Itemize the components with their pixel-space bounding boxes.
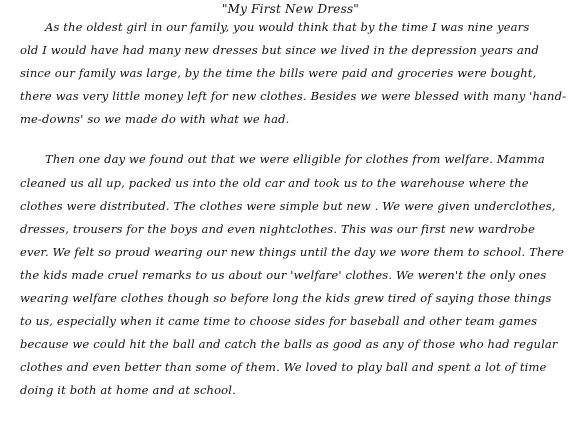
paragraph-2-line-3: clothes were distributed. The clothes were simple but new . We were given underclothes, [20,199,556,213]
paragraph-1-line-1: As the oldest girl in our family, you would think that by the time I was nine years [45,20,530,34]
paragraph-1-line-2: old I would have had many new dresses but since we lived in the depression years and [20,43,539,57]
paragraph-2-line-2: cleaned us all up, packed us into the old car and took us to the warehouse where the [20,176,529,190]
paragraph-1-line-3: since our family was large, by the time the bills were paid and groceries were bought, [20,66,537,80]
paragraph-2-line-11: doing it both at home and at school. [20,383,236,397]
paragraph-2-line-10: clothes and even better than some of them. We loved to play ball and spent a lot of time [20,360,547,374]
paragraph-2-line-4: dresses, trousers for the boys and even nightclothes. This was our first new wardrobe [20,222,536,236]
paragraph-2-line-9: because we could hit the ball and catch the balls as good as any of those who had regular [20,337,558,351]
document-title: "My First New Dress" [221,2,360,16]
paragraph-2-line-7: wearing welfare clothes though so before long the kids grew tired of saying those things [20,291,552,305]
paragraph-1-line-5: me-downs' so we made do with what we had. [20,112,290,126]
paragraph-1-line-4: there was very little money left for new clothes. Besides we were blessed with many 'hand- [20,89,567,103]
paragraph-2-line-1: Then one day we found out that we were elligible for clothes from welfare. Mamma [45,152,545,166]
paragraph-2-line-8: to us, especially when it came time to choose sides for baseball and other team games [20,314,538,328]
paragraph-2-line-5: ever. We felt so proud wearing our new things until the day we wore them to school. There [20,245,565,259]
paragraph-2-line-6: the kids made cruel remarks to us about our 'welfare' clothes. We weren't the only ones [20,268,547,282]
